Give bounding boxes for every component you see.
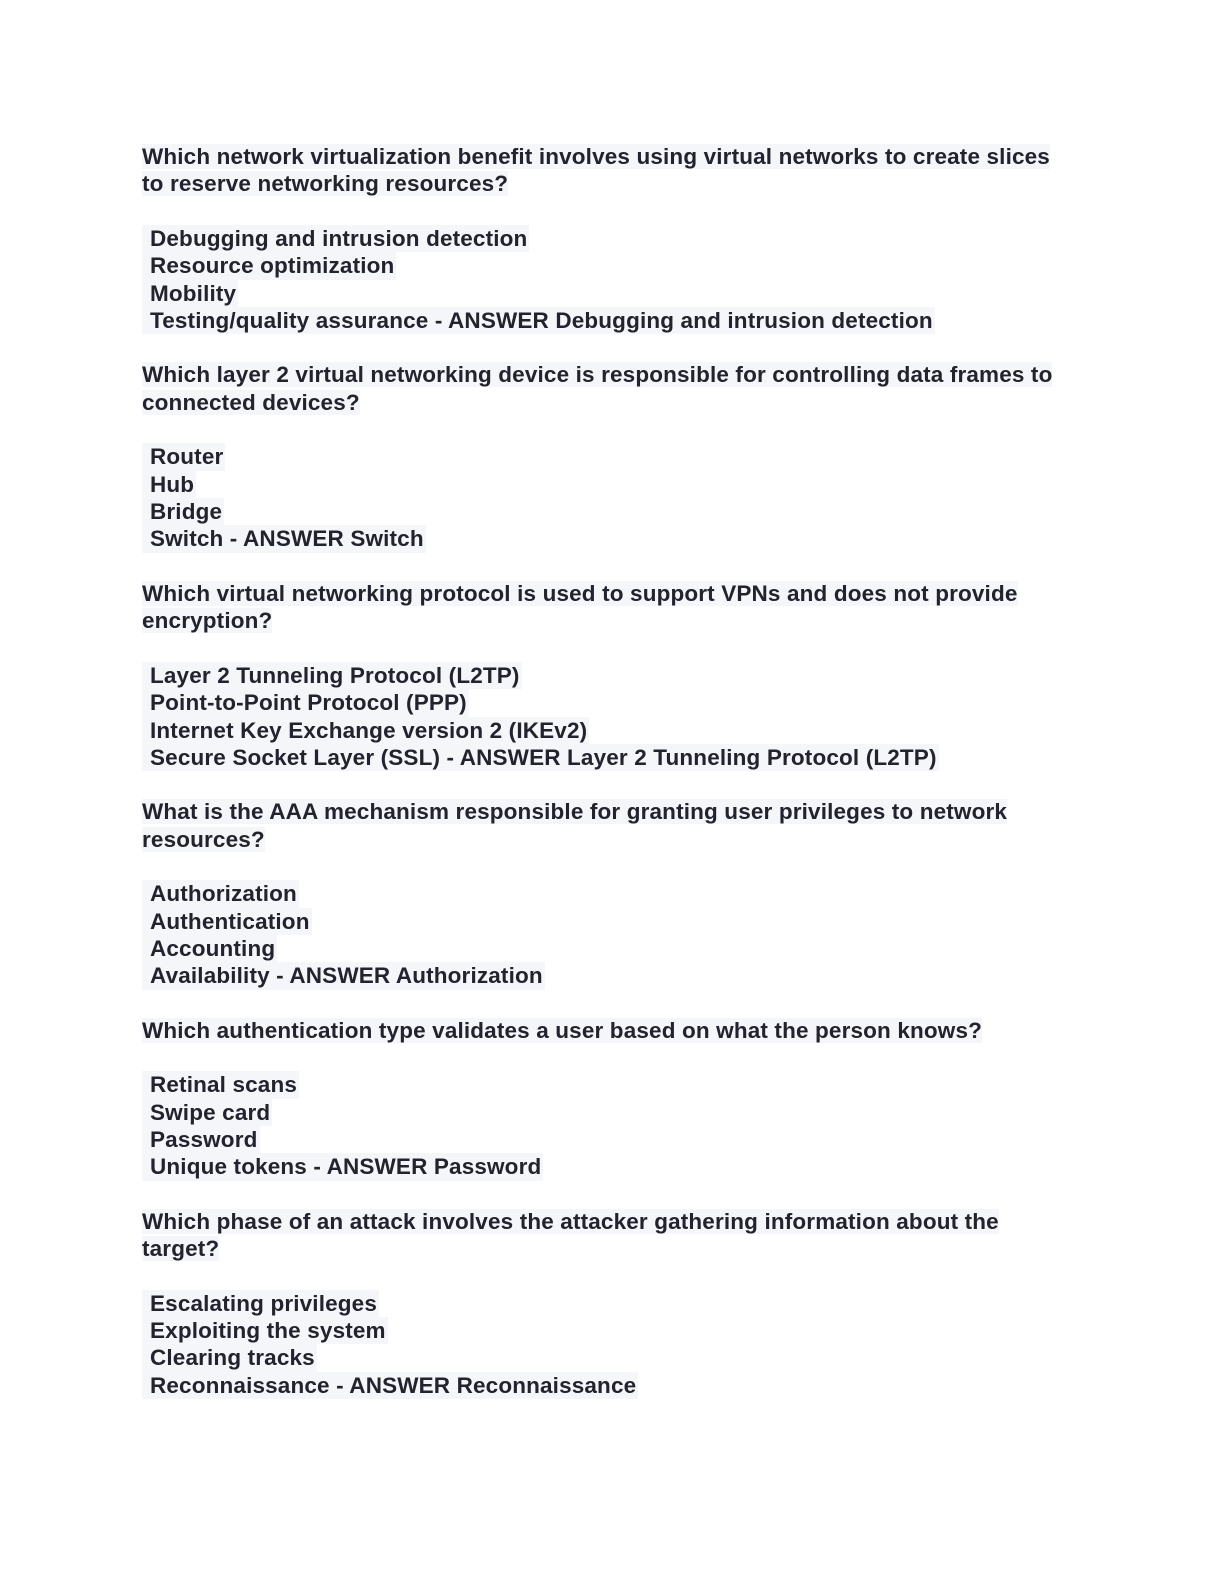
option-item: Retinal scans [142, 1071, 1077, 1098]
option-item-with-answer: Testing/quality assurance - ANSWER Debugging and intrusion detection [142, 307, 1077, 334]
option-list [142, 225, 1077, 335]
option-item-with-answer: Secure Socket Layer (SSL) - ANSWER Layer 2 Tunneling Protocol (L2TP) [142, 744, 1077, 771]
option-list [142, 1071, 1077, 1181]
question-block [142, 143, 1077, 334]
question-text: Which virtual networking protocol is used to support VPNs and does not provide encryption? [142, 580, 1018, 634]
question-text: What is the AAA mechanism responsible for granting user privileges to network resources? [142, 799, 1008, 852]
option-item: Hub [142, 471, 1077, 498]
question-block [142, 361, 1077, 552]
question-text: Which phase of an attack involves the attacker gathering information about the target? [142, 1208, 999, 1262]
question-text: Which network virtualization benefit involves using virtual networks to create slices to reserve networking resources? [142, 144, 1050, 197]
option-item: Password [142, 1126, 1077, 1153]
option-item: Resource optimization [142, 252, 1077, 279]
option-item: Swipe card [142, 1099, 1077, 1126]
option-list [142, 880, 1077, 990]
option-item: Authentication [142, 908, 1077, 935]
question-block [142, 798, 1077, 989]
option-item-with-answer: Reconnaissance - ANSWER Reconnaissance [142, 1372, 1077, 1399]
option-item: Authorization [142, 880, 1077, 907]
document-content [142, 143, 1077, 1426]
option-item: Mobility [142, 280, 1077, 307]
option-item: Clearing tracks [142, 1344, 1077, 1371]
option-item: Debugging and intrusion detection [142, 225, 1077, 252]
option-item-with-answer: Availability - ANSWER Authorization [142, 962, 1077, 989]
question-text: Which layer 2 virtual networking device is responsible for controlling data frames to connected devices? [142, 362, 1053, 415]
option-item: Bridge [142, 498, 1077, 525]
option-item-with-answer: Unique tokens - ANSWER Password [142, 1153, 1077, 1180]
question-block [142, 1017, 1077, 1181]
option-item: Escalating privileges [142, 1290, 1077, 1317]
option-list [142, 1290, 1077, 1400]
option-item: Point-to-Point Protocol (PPP) [142, 689, 1077, 716]
option-item: Layer 2 Tunneling Protocol (L2TP) [142, 662, 1077, 689]
question-block [142, 1208, 1077, 1399]
option-item: Internet Key Exchange version 2 (IKEv2) [142, 717, 1077, 744]
option-item: Exploiting the system [142, 1317, 1077, 1344]
option-list [142, 662, 1077, 772]
option-item: Accounting [142, 935, 1077, 962]
option-item: Router [142, 443, 1077, 470]
question-text: Which authentication type validates a user based on what the person knows? [142, 1017, 983, 1043]
question-block [142, 580, 1077, 771]
option-list [142, 443, 1077, 553]
option-item-with-answer: Switch - ANSWER Switch [142, 525, 1077, 552]
